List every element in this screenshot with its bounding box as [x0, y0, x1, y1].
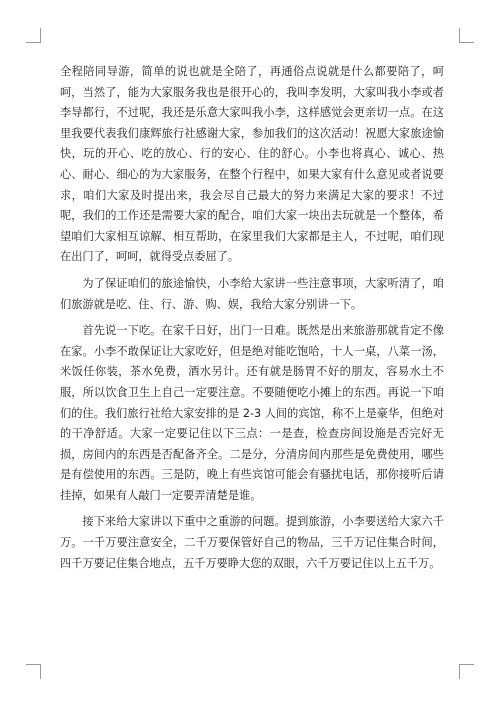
crop-mark-top-right [459, 28, 474, 43]
crop-mark-top-left [26, 28, 41, 43]
crop-mark-bottom-right [459, 664, 474, 679]
paragraph-food-lodging: 首先说一下吃。在家千日好，出门一日难。既然是出来旅游那就肯定不像在家。小李不敢保证让大家吃好，但是绝对能吃饱哈，十人一桌，八菜一汤，米饭任你装，茶水免费，酒水另计。还有就是肠胃不好的朋友，容易水土不服，所以饮食卫生上自己一定要注意。不要随便吃小摊上的东西。再说一下咱们的住。我们旅行社给大家安排的是 2-3 人间的宾馆，称不上是豪华，但绝对的干净舒适。大家一定要记住以下三点：一是查，检查房间设施是否完好无损，房间内的东西是否配备齐全。二是分，分清房间内那些是免费使用，哪些是有偿使用的东西。三是防，晚上有些宾馆可能会有骚扰电话，那你接听后请挂掉，如果有人敲门一定要弄清楚是谁。 [60, 324, 444, 502]
paragraph-notice: 为了保证咱们的旅途愉快，小李给大家讲一些注意事项，大家听清了，咱们旅游就是吃、住、行、游、购、娱，我给大家分别讲一下。 [60, 276, 444, 311]
document-body [60, 62, 444, 580]
paragraph-travel-safety: 接下来给大家讲以下重中之重游的问题。提到旅游，小李要送给大家六千万。一千万要注意安全，二千万要保管好自己的物品，三千万记住集合时间，四千万要记住集合地点，五千万要睁大您的双眼，六千万要记住以上五千万。 [60, 515, 444, 570]
paragraph-intro: 全程陪同导游，简单的说也就是全陪了，再通俗点说就是什么都要陪了，呵呵，当然了，能为大家服务我也是很开心的，我叫李发明，大家叫我小李或者李导都行，不过呢，我还是乐意大家叫我小李，这样感觉会更亲切一点。在这里我要代表我们康辉旅行社感谢大家，参加我们的这次活动！祝愿大家旅途愉快，玩的开心、吃的放心、行的安心、住的舒心。小李也将真心、诚心、热心、耐心、细心的为大家服务，在整个行程中，如果大家有什么意见或者说要求，咱们大家及时提出来，我会尽自己最大的努力来满足大家的要求！不过呢，我们的工作还是需要大家的配合，咱们大家一块出去玩就是一个整体，希望咱们大家相互谅解、相互帮助，在家里我们大家都是主人，不过呢，咱们现在出门了，呵呵，就得受点委屈了。 [60, 65, 444, 264]
crop-mark-bottom-left [26, 664, 41, 679]
